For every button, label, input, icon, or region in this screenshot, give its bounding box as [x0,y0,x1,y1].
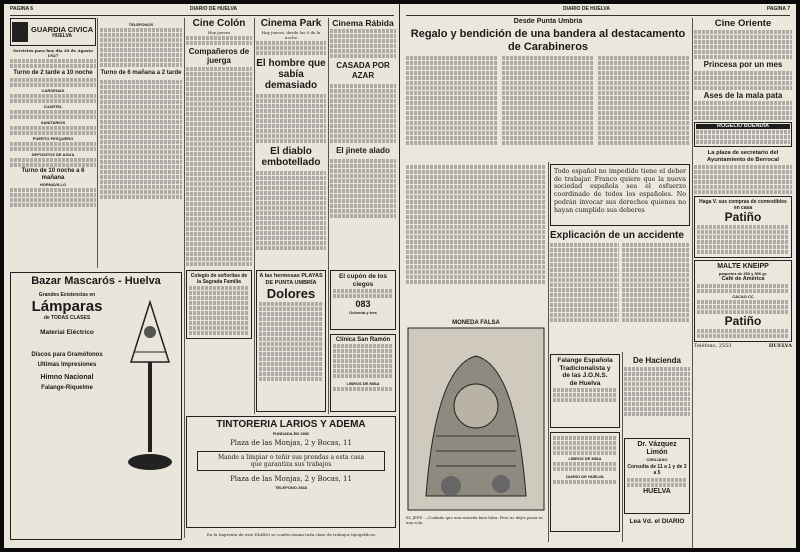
tintoreria-address: Plaza de las Monjas, 2 y Bocas, 11 [230,439,352,447]
bazar-line-5: Discos para Gramófonos [31,352,103,358]
guardia-section-cuartel: CUARTEL [43,104,63,110]
right-diario-ad: DIARIO DE HUELVA [566,474,604,479]
moneda-title: MONEDA FALSA [452,320,500,326]
patino-ad-1 [694,196,792,258]
bazar-title: Bazar Mascarós - Huelva [31,275,161,287]
cine-colon-column [186,18,252,398]
guardia-title: GUARDIA CIVICA [31,24,94,34]
falange-line-4: de Huelva [569,379,601,387]
article-section: Desde Punta Umbría [513,18,583,25]
bazar-mascaros-ad [10,272,182,540]
article-headline: Regalo y bendición de una bandera al destacamento de Carabineros [410,28,686,53]
right-paper-name: DIARIO DE HUELVA [562,6,610,12]
tintoreria-address-2: Plaza de las Monjas, 2 y Bocas, 11 [230,475,352,483]
patino-2-name: Patiño [724,313,762,328]
tintoreria-title: TINTORERIA LARIOS Y ADEMA [216,419,366,430]
tintoreria-ad [186,416,396,528]
dolores-pre: A las hermosas PLAYAS DE PUNTA UMBRÍA [259,273,323,286]
franco-quote: Todo español no impedido tiene el deber de trabajar. Franco quiere que la nueva sociedad española sea el esfuerzo coordinado de todos los españoles. No podrán invocar sus derechos quienes no hayan cumplido sus deberes [554,168,686,214]
tintoreria-slogan-1: Mande a limpiar o teñir sus prendas a esta casa [217,454,365,461]
cupon-number: 083 [355,299,371,309]
guardia-city: HUELVA [52,32,73,39]
guardia-section-hornavillo: HORNAVILLO [39,182,67,188]
malte-sub: Café de América [721,276,765,283]
guardia-section-sanitarios: SANITARIOS [40,120,66,126]
footer-phone: Teléfono, 2553 [694,342,732,349]
colegio-title: Colegio de señoritas de la Sagrada Familia [190,273,248,285]
cine-oriente-feature-1: Princesa por un mes [703,60,783,69]
left-paper-name: DIARIO DE HUELVA [190,6,238,12]
moneda-caption: EL JEFE. —Cuidado que una moneda bien falsa. Pero no dejes pasar ni una sola. [406,515,543,525]
guardia-turno-3: Turno de 6 mañana a 2 tarde [100,70,182,76]
vazquez-hours: Consulta de 11 a 1 y de 3 a 5 [627,464,687,476]
newspaper-spread [4,4,796,548]
footer-city: HUELVA [768,342,792,349]
guardia-section-cardenas: CARDENAS [41,88,65,94]
right-libros-misa: LIBROS DE MISA [568,456,602,461]
vazquez-role: CIRUJANO [646,457,668,462]
left-footer: En la Imprenta de este DIARIO se confeccionan toda clase de trabajos tipográficos [206,532,376,537]
left-page [4,4,400,548]
cinema-rabida-other: El jinete alado [336,146,390,155]
falange-line-3: de las J.O.N.S. [562,372,608,379]
bazar-line-4: Material Eléctrico [40,329,94,336]
bazar-line-8: Falange-Riquelme [41,385,93,391]
falange-line-2: Tradicionalista y [559,364,611,372]
franco-quote-box [550,164,690,226]
bazar-line-1: Grandes Existencias en [38,292,96,298]
guardia-emblem [12,22,28,42]
bazar-line-6: Ultimas Impresiones [37,362,97,368]
lea-diario: Lea Vd. el DIARIO [629,518,685,525]
cinema-rabida-column [330,18,396,278]
cine-oriente-feature-2: Ases de la mala pata [703,90,783,100]
cupon-number-text: Ochenta y tres [349,310,377,315]
plaza-secretario: La plaza de secretario del Ayuntamiento de Berrocal [707,150,779,164]
colegio-ad [186,270,252,339]
bazar-lamparas: Lámparas [31,298,103,315]
cine-colon-feature: Compañeros de juerga [188,47,250,65]
moneda-falsa-cartoon [406,320,546,542]
guardia-section-puerto: PUERTO PESQUERO [32,136,74,142]
malte-line: paquetes de 250 y 500 gr. [718,271,768,277]
guardia-section-deposito: DEPOSITOS DE AGUA [31,152,75,158]
left-running-head [10,6,394,16]
guardia-civica-header [10,18,96,46]
malte-brand: CACAO CC [732,293,754,299]
vazquez-name: Dr. Vázquez Limón [637,441,677,456]
guardia-turno-2: Turno de 10 noche a 6 mañana [21,168,85,182]
cine-colon-sub: Hoy jueves [207,30,231,35]
hacienda-title: De Hacienda [632,356,682,365]
patino-1-pre: Haga V. sus compras de comestibles en casa [699,199,787,212]
cinema-park-column [256,18,326,278]
lamp-illustration [121,292,179,492]
right-running-head [406,6,790,16]
cinema-park-feature: El hombre que sabía demasiado [256,58,326,91]
falange-box [550,354,620,428]
dolores-ad [256,270,326,412]
cinema-park-sub: Hoy jueves, desde las 9 de la noche [261,30,321,40]
rogelio-buendia: ROGELIO BUENDÍA [696,124,790,129]
vazquez-city: HUELVA [643,488,671,495]
malte-kneipp-ad [694,260,792,342]
right-ads-column [694,18,792,548]
tintoreria-phone: TELEFONO 2548 [275,485,307,490]
cine-oriente-title: Cine Oriente [714,18,772,29]
dolores-title: Dolores [266,286,316,301]
right-page-label: PAGINA 7 [766,6,790,12]
guardia-turno-1: Turno de 2 tarde a 10 noche [13,70,93,77]
left-page-label: PAGINA 6 [10,6,34,12]
accident-headline: Explicación de un accidente [550,230,684,241]
vazquez-limon-ad [624,438,690,514]
guardia-column-2 [100,18,182,268]
bazar-line-7: Himno Nacional [40,374,94,381]
clinica-title: Clínica San Ramón [335,337,391,343]
accident-article [550,230,690,350]
main-article [406,18,690,168]
tintoreria-slogan-2: que garantiza sus trabajos [250,461,332,468]
cinema-rabida-feature: CASADA POR AZAR [336,61,390,80]
cine-colon-title: Cine Colón [192,18,246,29]
cinema-park-title: Cinema Park [260,18,322,29]
cupon-ciegos-box [330,270,396,330]
falange-line-1: Falange Española [557,357,613,364]
malte-title: MALTE KNEIPP [717,263,769,271]
right-page [400,4,796,548]
cine-colon-other-feature: El diablo embotellado [261,146,321,168]
hacienda-column [624,356,690,436]
guardia-civica-column [10,18,96,268]
patino-1-name: Patiño [724,210,762,225]
guardia-service: Servicios para hoy día 20 de Agosto 1927 [13,48,93,59]
libros-diario-box [550,432,620,532]
cartoon-illustration [406,326,546,512]
cinema-rabida-title: Cinema Rábida [332,18,394,28]
article-continuation [406,164,546,314]
tintoreria-founded: FUNDADA EN 1892 [272,431,310,436]
cupon-title: El cupón de los ciegos [338,273,388,288]
clinica-box [330,334,396,412]
telefonos-heading: TELEFONOS [128,22,154,27]
left-libros-misa: LIBROS DE MISA [346,381,380,386]
bazar-line-3: de TODAS CLASES [43,315,91,321]
